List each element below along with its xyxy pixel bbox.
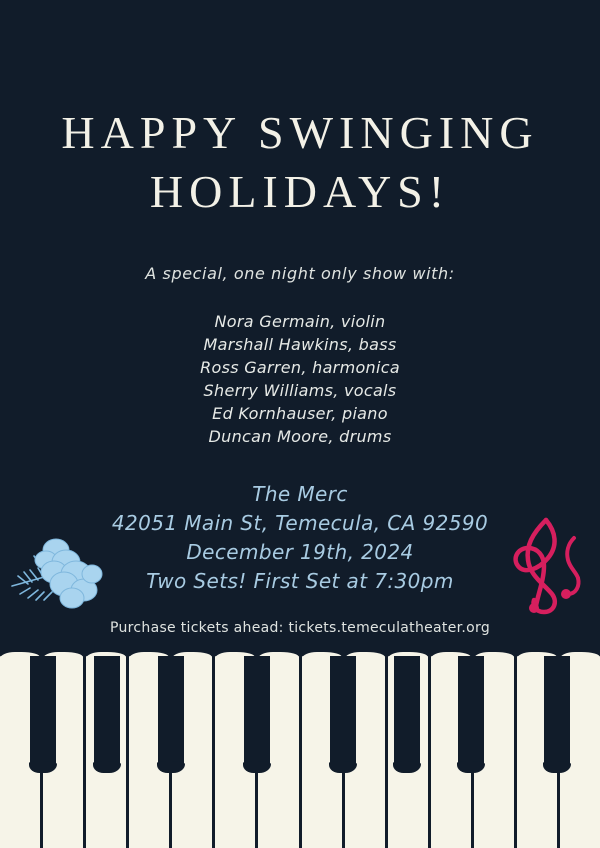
- list-item: Sherry Williams, vocals: [203, 381, 397, 400]
- list-item: Ed Kornhauser, piano: [212, 404, 388, 423]
- poster-title: [0, 104, 600, 222]
- white-key: [86, 656, 126, 848]
- clef-dot: [529, 603, 539, 613]
- event-date: December 19th, 2024: [186, 540, 414, 564]
- title-line-1: HAPPY SWINGING: [61, 107, 539, 158]
- poster-subtitle: A special, one night only show with:: [145, 264, 455, 283]
- white-key: [517, 656, 557, 848]
- white-key: [302, 656, 342, 848]
- white-key: [388, 656, 428, 848]
- white-key: [172, 656, 212, 848]
- white-key: [0, 656, 40, 848]
- white-key: [474, 656, 514, 848]
- white-key: [215, 656, 255, 848]
- event-time: Two Sets! First Set at 7:30pm: [146, 569, 454, 593]
- note-head-icon: [561, 589, 571, 599]
- list-item: Duncan Moore, drums: [208, 427, 392, 446]
- pinecone-icon: [8, 512, 138, 622]
- title-line-2: HOLIDAYS!: [149, 165, 451, 217]
- white-key: [258, 656, 298, 848]
- venue-address: 42051 Main St, Temecula, CA 92590: [111, 511, 489, 535]
- white-key: [345, 656, 385, 848]
- white-key: [129, 656, 169, 848]
- ticket-info: Purchase tickets ahead: tickets.temeculatheater.org: [109, 620, 491, 636]
- venue-name: The Merc: [252, 482, 348, 506]
- performer-list: [0, 310, 600, 448]
- white-key: [43, 656, 83, 848]
- list-item: Ross Garren, harmonica: [200, 358, 400, 377]
- treble-clef-icon: [482, 508, 592, 618]
- white-key: [431, 656, 471, 848]
- white-keys-row: [0, 656, 600, 848]
- piano-keyboard: [0, 656, 600, 848]
- list-item: Marshall Hawkins, bass: [203, 335, 397, 354]
- white-key: [560, 656, 600, 848]
- list-item: Nora Germain, violin: [214, 312, 386, 331]
